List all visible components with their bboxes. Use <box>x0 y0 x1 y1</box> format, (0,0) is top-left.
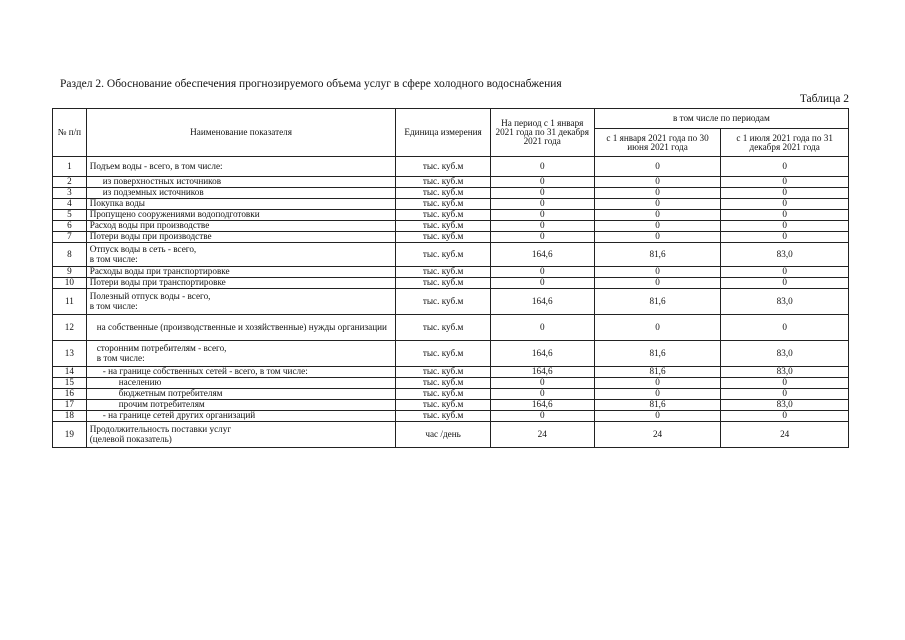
table-row <box>53 232 849 243</box>
table-row <box>53 389 849 400</box>
row-h2: 0 <box>721 210 849 221</box>
row-total: 0 <box>490 199 594 210</box>
row-h1: 0 <box>594 221 721 232</box>
row-num: 19 <box>53 422 87 448</box>
row-num: 8 <box>53 243 87 267</box>
table-row <box>53 422 849 448</box>
row-total: 164,6 <box>490 341 594 367</box>
row-h1: 0 <box>594 267 721 278</box>
header-period: На период с 1 января 2021 года по 31 декабря 2021 года <box>490 109 594 157</box>
row-num: 9 <box>53 267 87 278</box>
row-total: 0 <box>490 278 594 289</box>
row-unit: тыс. куб.м <box>396 221 490 232</box>
row-h2: 0 <box>721 177 849 188</box>
row-total: 164,6 <box>490 243 594 267</box>
row-total: 0 <box>490 188 594 199</box>
table-row <box>53 221 849 232</box>
row-h1: 0 <box>594 389 721 400</box>
table-row <box>53 341 849 367</box>
row-h1: 0 <box>594 378 721 389</box>
row-unit: тыс. куб.м <box>396 232 490 243</box>
row-total: 0 <box>490 232 594 243</box>
row-h2: 24 <box>721 422 849 448</box>
row-unit: час /день <box>396 422 490 448</box>
row-name: сторонним потребителям - всего, в том числе: <box>86 341 396 367</box>
row-total: 164,6 <box>490 289 594 315</box>
row-name: Покупка воды <box>86 199 396 210</box>
row-total: 0 <box>490 221 594 232</box>
row-name: из поверхностных источников <box>86 177 396 188</box>
section-title: Раздел 2. Обоснование обеспечения прогнозируемого объема услуг в сфере холодного водоснабжения <box>60 78 562 90</box>
row-h1: 81,6 <box>594 400 721 411</box>
row-name: Подъем воды - всего, в том числе: <box>86 157 396 177</box>
row-name: Полезный отпуск воды - всего, в том числе: <box>86 289 396 315</box>
row-num: 6 <box>53 221 87 232</box>
row-h1: 81,6 <box>594 243 721 267</box>
table-row <box>53 400 849 411</box>
row-h1: 0 <box>594 232 721 243</box>
row-h2: 0 <box>721 267 849 278</box>
table-row <box>53 157 849 177</box>
table-row <box>53 411 849 422</box>
table-row <box>53 188 849 199</box>
row-num: 17 <box>53 400 87 411</box>
row-h2: 0 <box>721 157 849 177</box>
row-unit: тыс. куб.м <box>396 243 490 267</box>
row-unit: тыс. куб.м <box>396 267 490 278</box>
row-unit: тыс. куб.м <box>396 177 490 188</box>
row-num: 5 <box>53 210 87 221</box>
row-h2: 83,0 <box>721 341 849 367</box>
table-body <box>53 157 849 448</box>
row-h2: 0 <box>721 278 849 289</box>
row-num: 16 <box>53 389 87 400</box>
row-h1: 0 <box>594 157 721 177</box>
row-unit: тыс. куб.м <box>396 411 490 422</box>
row-h1: 0 <box>594 177 721 188</box>
row-name: населению <box>86 378 396 389</box>
row-h2: 83,0 <box>721 400 849 411</box>
row-num: 2 <box>53 177 87 188</box>
row-total: 0 <box>490 157 594 177</box>
row-num: 10 <box>53 278 87 289</box>
row-total: 0 <box>490 411 594 422</box>
row-h1: 0 <box>594 199 721 210</box>
header-unit: Единица измерения <box>396 109 490 157</box>
row-h2: 0 <box>721 378 849 389</box>
row-h2: 0 <box>721 221 849 232</box>
row-unit: тыс. куб.м <box>396 378 490 389</box>
row-num: 7 <box>53 232 87 243</box>
row-h1: 81,6 <box>594 341 721 367</box>
row-num: 12 <box>53 315 87 341</box>
row-h2: 83,0 <box>721 243 849 267</box>
table-row <box>53 243 849 267</box>
row-h1: 0 <box>594 210 721 221</box>
row-unit: тыс. куб.м <box>396 278 490 289</box>
row-unit: тыс. куб.м <box>396 389 490 400</box>
indicators-table <box>52 108 849 448</box>
row-h2: 83,0 <box>721 367 849 378</box>
row-name: - на границе сетей других организаций <box>86 411 396 422</box>
row-name: прочим потребителям <box>86 400 396 411</box>
header-name: Наименование показателя <box>86 109 396 157</box>
row-total: 164,6 <box>490 400 594 411</box>
row-name: Потери воды при производстве <box>86 232 396 243</box>
row-name: Потери воды при транспортировке <box>86 278 396 289</box>
table-row <box>53 289 849 315</box>
row-total: 0 <box>490 210 594 221</box>
row-h1: 0 <box>594 315 721 341</box>
row-h2: 0 <box>721 232 849 243</box>
row-name: Расход воды при производстве <box>86 221 396 232</box>
row-h2: 0 <box>721 199 849 210</box>
row-num: 11 <box>53 289 87 315</box>
row-name: Расходы воды при транспортировке <box>86 267 396 278</box>
row-total: 0 <box>490 177 594 188</box>
row-total: 0 <box>490 389 594 400</box>
table-row <box>53 367 849 378</box>
row-h1: 0 <box>594 278 721 289</box>
table-row <box>53 210 849 221</box>
row-name: на собственные (производственные и хозяйственные) нужды организации <box>86 315 396 341</box>
row-num: 4 <box>53 199 87 210</box>
row-total: 0 <box>490 267 594 278</box>
row-h2: 0 <box>721 188 849 199</box>
row-unit: тыс. куб.м <box>396 289 490 315</box>
row-h1: 81,6 <box>594 367 721 378</box>
row-name: Продолжительность поставки услуг (целевой показатель) <box>86 422 396 448</box>
table-row <box>53 267 849 278</box>
row-num: 15 <box>53 378 87 389</box>
row-h1: 0 <box>594 188 721 199</box>
row-name: Пропущено сооружениями водоподготовки <box>86 210 396 221</box>
row-unit: тыс. куб.м <box>396 157 490 177</box>
table-row <box>53 378 849 389</box>
table-row <box>53 278 849 289</box>
row-num: 1 <box>53 157 87 177</box>
row-name: - на границе собственных сетей - всего, в том числе: <box>86 367 396 378</box>
header-sub2: с 1 июля 2021 года по 31 декабря 2021 года <box>721 129 849 157</box>
row-h2: 0 <box>721 389 849 400</box>
header-subperiods: в том числе по периодам <box>594 109 848 129</box>
row-total: 24 <box>490 422 594 448</box>
table-header <box>53 109 849 157</box>
row-h1: 81,6 <box>594 289 721 315</box>
row-unit: тыс. куб.м <box>396 367 490 378</box>
row-h2: 83,0 <box>721 289 849 315</box>
row-total: 0 <box>490 378 594 389</box>
table-row <box>53 177 849 188</box>
row-h1: 24 <box>594 422 721 448</box>
row-unit: тыс. куб.м <box>396 188 490 199</box>
row-h1: 0 <box>594 411 721 422</box>
row-unit: тыс. куб.м <box>396 199 490 210</box>
row-num: 3 <box>53 188 87 199</box>
header-num: № п/п <box>53 109 87 157</box>
row-total: 0 <box>490 315 594 341</box>
row-h2: 0 <box>721 315 849 341</box>
row-num: 13 <box>53 341 87 367</box>
table-label: Таблица 2 <box>799 93 849 105</box>
row-unit: тыс. куб.м <box>396 341 490 367</box>
row-name: из подземных источников <box>86 188 396 199</box>
row-num: 18 <box>53 411 87 422</box>
row-name: Отпуск воды в сеть - всего, в том числе: <box>86 243 396 267</box>
row-unit: тыс. куб.м <box>396 400 490 411</box>
row-unit: тыс. куб.м <box>396 210 490 221</box>
header-sub1: с 1 января 2021 года по 30 июня 2021 года <box>594 129 721 157</box>
row-name: бюджетным потребителям <box>86 389 396 400</box>
table-row <box>53 199 849 210</box>
row-num: 14 <box>53 367 87 378</box>
table-row <box>53 315 849 341</box>
row-h2: 0 <box>721 411 849 422</box>
row-total: 164,6 <box>490 367 594 378</box>
row-unit: тыс. куб.м <box>396 315 490 341</box>
